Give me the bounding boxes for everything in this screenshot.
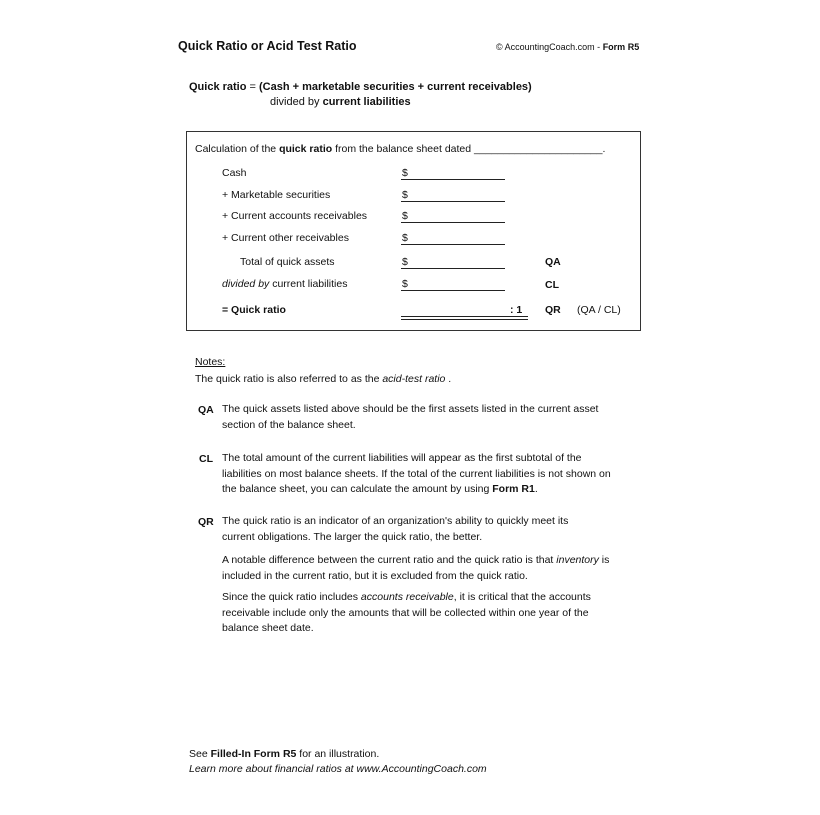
note-cl-pre: The total amount of the current liabilities will appear as the first subtotal of the liabilities on most balance sheets. If the total of the current liabilities is not shown on the balance sheet, you can calculate the amount by using — [222, 452, 611, 495]
note-cl-post: . — [534, 483, 538, 495]
ratio-to-one: : 1 — [510, 304, 523, 316]
divided-by-italic: divided by — [222, 278, 270, 290]
note-code-qa: QA — [198, 404, 214, 416]
row-line-accounts-receivables — [401, 222, 505, 223]
note-cl-form-link: Form R1 — [492, 483, 535, 495]
calculation-box — [186, 131, 641, 331]
note-qr3-post: , it is critical that the accounts receivable include only the amounts that will be collected within one year of the balance sheet date. — [222, 591, 591, 634]
row-dollar-marketable: $ — [402, 189, 408, 201]
formula-line — [189, 81, 532, 93]
formula-divided-by: divided by — [270, 96, 323, 108]
form-number: Form R5 — [602, 42, 640, 52]
row-dollar-accounts-receivables: $ — [402, 210, 408, 222]
row-dollar-other-receivables: $ — [402, 232, 408, 244]
notes-intro-italic: acid-test ratio — [382, 373, 446, 385]
row-label-quick-ratio: = Quick ratio — [222, 304, 286, 316]
row-label-cash: Cash — [222, 167, 247, 179]
row-line-current-liabilities — [401, 290, 505, 291]
row-label-accounts-receivables: + Current accounts receivables — [222, 210, 368, 222]
calc-intro-pre: Calculation of the — [195, 143, 280, 155]
footer-see-line — [189, 748, 379, 760]
row-dollar-current-liabilities: $ — [402, 278, 408, 290]
note-qr2-post: is included in the current ratio, but it is excluded from the quick ratio. — [222, 554, 610, 582]
note-qr3-pre: Since the quick ratio includes — [222, 591, 361, 603]
row-label-total-quick-assets: Total of quick assets — [240, 256, 335, 268]
footer-see-pre: See — [189, 748, 211, 760]
note-text-qr-1: The quick ratio is an indicator of an organization's ability to quickly meet its current obligations. The larger the quick ratio, the better. — [222, 515, 569, 543]
row-line-total-quick-assets — [401, 268, 505, 269]
calc-intro-bold: quick ratio — [279, 143, 333, 155]
row-line-quick-ratio-2 — [401, 319, 528, 320]
note-text-qa: The quick assets listed above should be the first assets listed in the current asset section of the balance sheet. — [222, 403, 599, 431]
footer-see-post: for an illustration. — [296, 748, 380, 760]
copyright-text: © AccountingCoach.com - — [496, 42, 603, 52]
notes-heading: Notes: — [195, 356, 226, 368]
formula-divisor-line — [270, 96, 411, 108]
row-label-marketable: + Marketable securities — [222, 189, 331, 201]
formula-denominator: current liabilities — [322, 96, 411, 108]
calc-intro-post: from the balance sheet dated ______________________. — [332, 143, 606, 155]
notes-intro-post: . — [445, 373, 452, 385]
row-label-current-liabilities — [222, 278, 347, 290]
page-title: Quick Ratio or Acid Test Ratio — [178, 39, 357, 53]
note-code-cl: CL — [199, 453, 213, 465]
row-line-quick-ratio-1 — [401, 316, 528, 317]
calc-intro — [195, 143, 605, 155]
code-qa: QA — [545, 256, 561, 268]
row-line-marketable — [401, 201, 505, 202]
row-dollar-cash: $ — [402, 167, 408, 179]
footer-filled-in-form-link[interactable]: Filled-In Form R5 — [210, 748, 297, 760]
notes-intro — [195, 373, 451, 385]
divided-by-rest: current liabilities — [269, 278, 348, 290]
row-label-other-receivables: + Current other receivables — [222, 232, 349, 244]
qr-formula-note: (QA / CL) — [577, 304, 621, 316]
note-code-qr: QR — [198, 516, 214, 528]
note-qr2-pre: A notable difference between the current ratio and the quick ratio is that — [222, 554, 557, 566]
row-line-other-receivables — [401, 244, 505, 245]
footer-learn-more[interactable]: Learn more about financial ratios at www.AccountingCoach.com — [189, 763, 487, 775]
row-line-cash — [401, 179, 505, 180]
formula-rhs: (Cash + marketable securities + current receivables) — [259, 81, 532, 93]
notes-intro-pre: The quick ratio is also referred to as the — [195, 373, 383, 385]
formula-eq: = — [246, 81, 260, 93]
note-text-cl — [222, 451, 612, 498]
note-text-qr-2 — [222, 553, 612, 584]
row-dollar-total-quick-assets: $ — [402, 256, 408, 268]
code-qr: QR — [545, 304, 561, 316]
note-qr2-italic: inventory — [556, 554, 599, 566]
code-cl: CL — [545, 279, 559, 291]
note-qr3-italic: accounts receivable — [360, 591, 454, 603]
note-text-qr-3 — [222, 590, 612, 637]
copyright-line — [496, 42, 639, 52]
formula-lhs: Quick ratio — [189, 81, 247, 93]
